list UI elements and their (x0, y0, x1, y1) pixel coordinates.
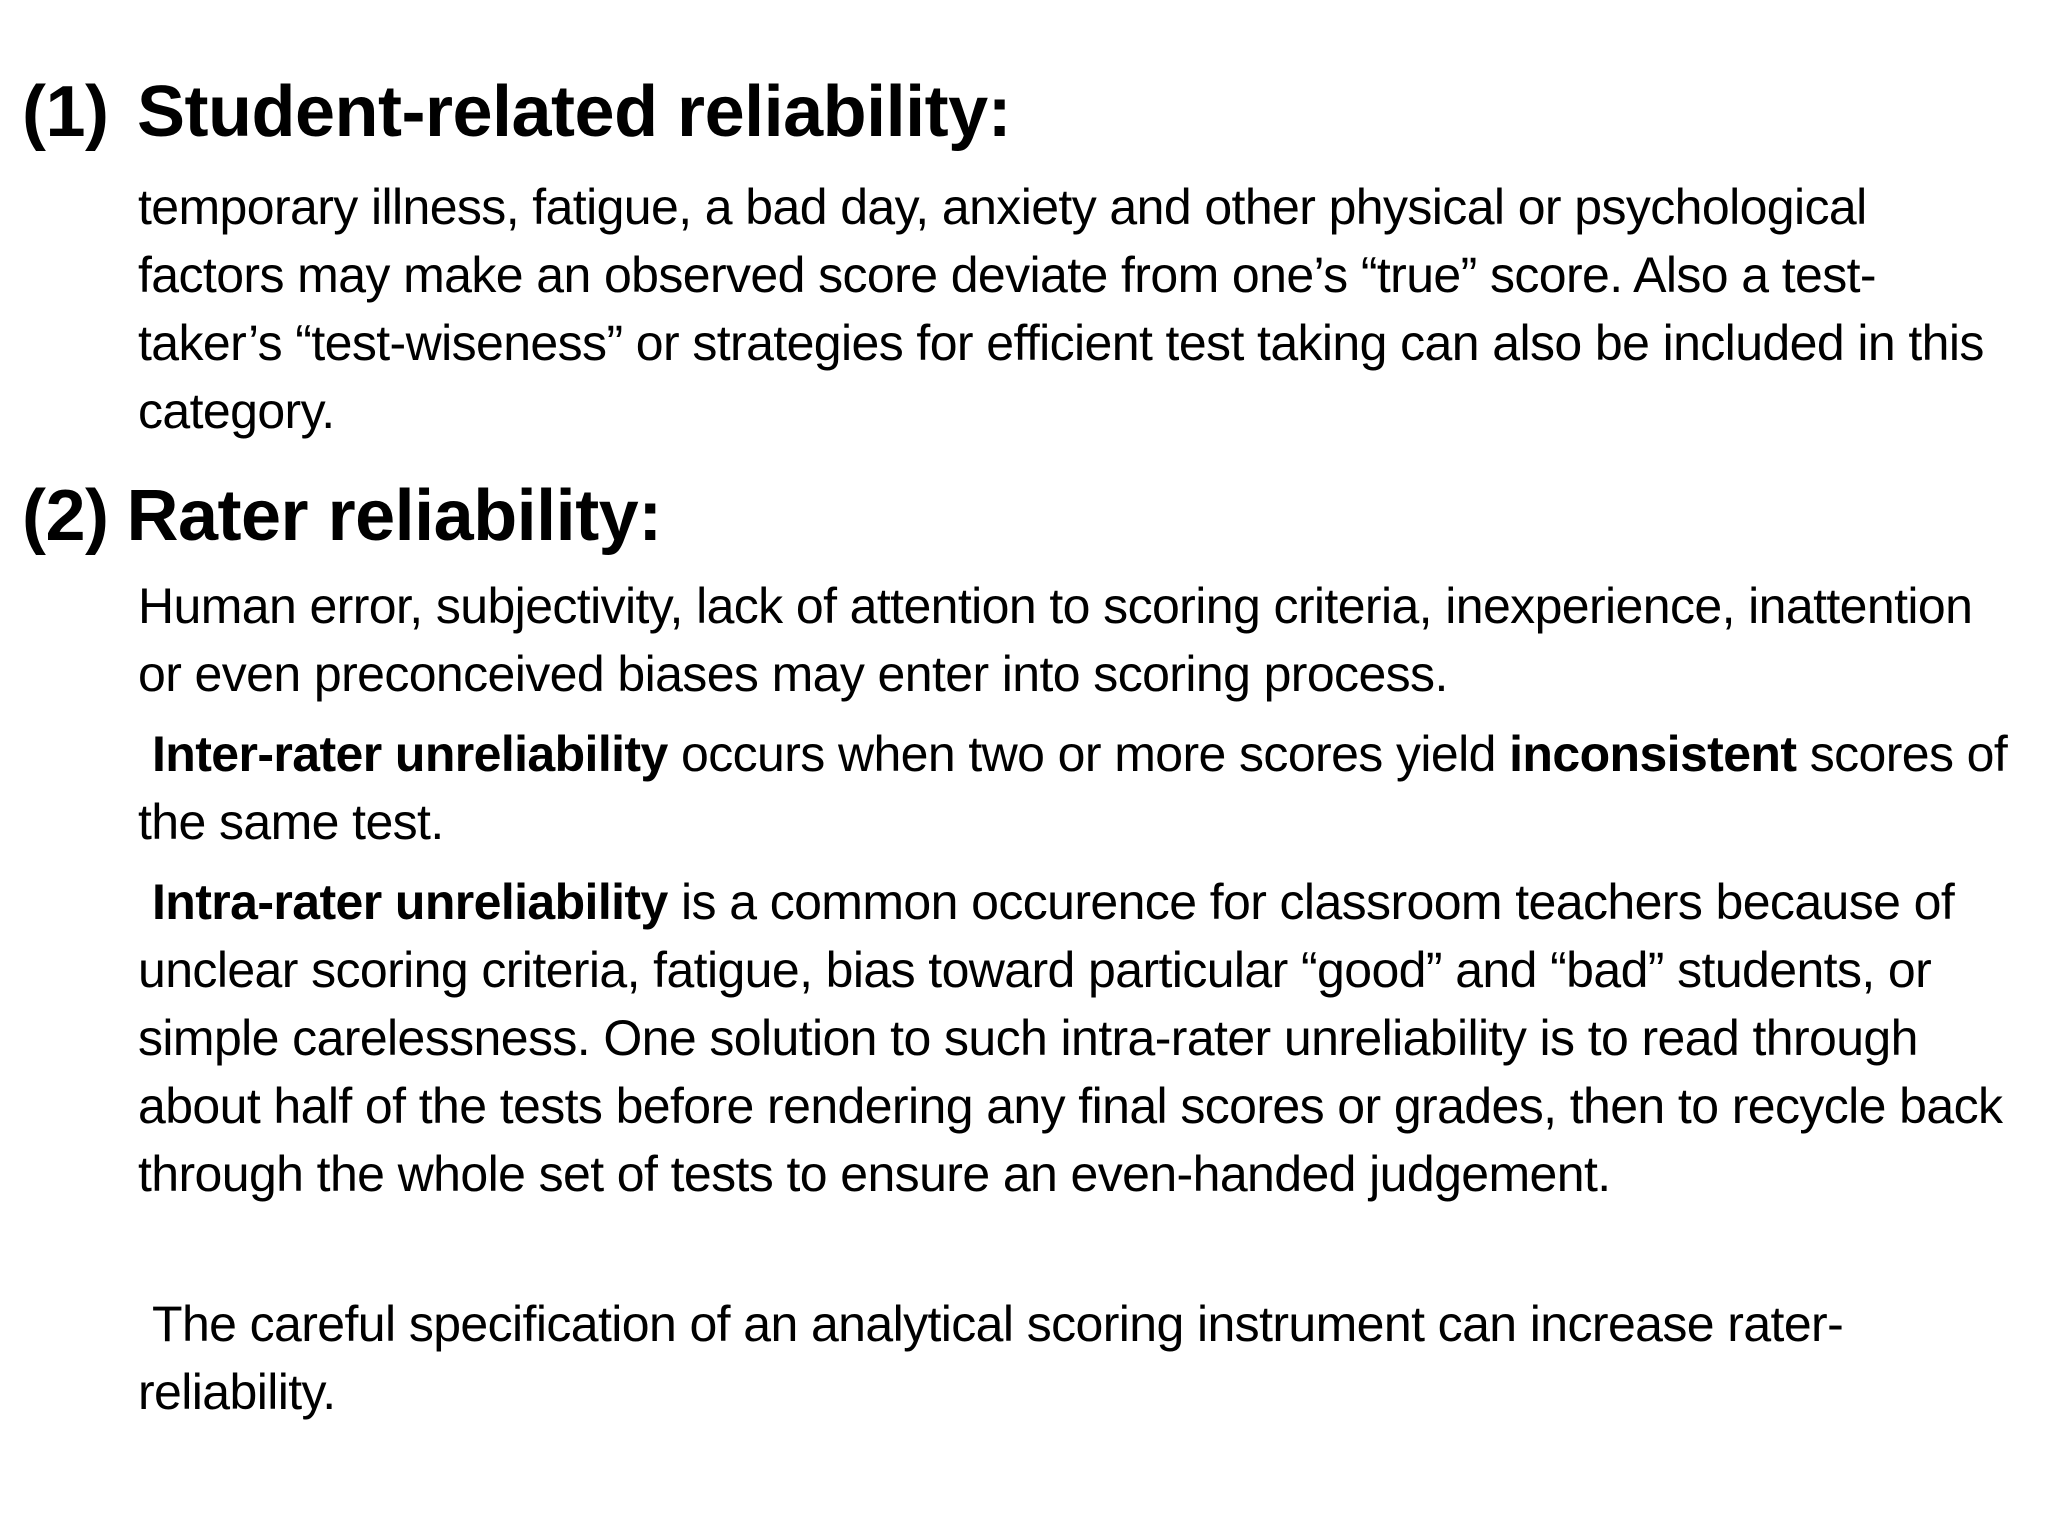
inter-rater-emphasis: inconsistent (1509, 726, 1797, 782)
section-1-number: (1) (22, 72, 109, 152)
inter-rater-text-a: occurs when two or more scores yield (667, 726, 1510, 782)
section-2-heading (22, 476, 662, 556)
closing-paragraph (138, 1290, 2018, 1426)
intra-rater-term: Intra-rater unreliability (152, 874, 668, 930)
intra-rater-paragraph (138, 868, 2018, 1208)
section-1-body: temporary illness, fatigue, a bad day, anxiety and other physical or psychological factors may make an observed score deviate from one’s “true” score. Also a test-taker’s “test-wiseness” or strategies for efficient test taking can also be included in this category. (138, 179, 1984, 439)
section-1-heading (22, 72, 1011, 152)
inter-rater-text-b: scores of the same test. (138, 726, 2008, 850)
inter-rater-term: Inter-rater unreliability (152, 726, 668, 782)
closing-text: The careful specification of an analytical scoring instrument can increase rater-reliability. (138, 1296, 1844, 1420)
intra-rater-text: is a common occurence for classroom teachers because of unclear scoring criteria, fatigue, bias toward particular “good” and “bad” students, or simple carelessness. One solution to such intra-rater unreliability is to read through about half of the tests before rendering any final scores or grades, then to recycle back through the whole set of tests to ensure an even-handed judgement. (138, 874, 2003, 1202)
section-2-title: Rater reliability: (126, 476, 662, 556)
section-2-number: (2) (22, 476, 109, 556)
section-2-body: Human error, subjectivity, lack of attention to scoring criteria, inexperience, inattention or even preconceived biases may enter into scoring process. (138, 578, 1973, 702)
inter-rater-paragraph (138, 720, 2018, 856)
section-1-title: Student-related reliability: (137, 72, 1012, 152)
